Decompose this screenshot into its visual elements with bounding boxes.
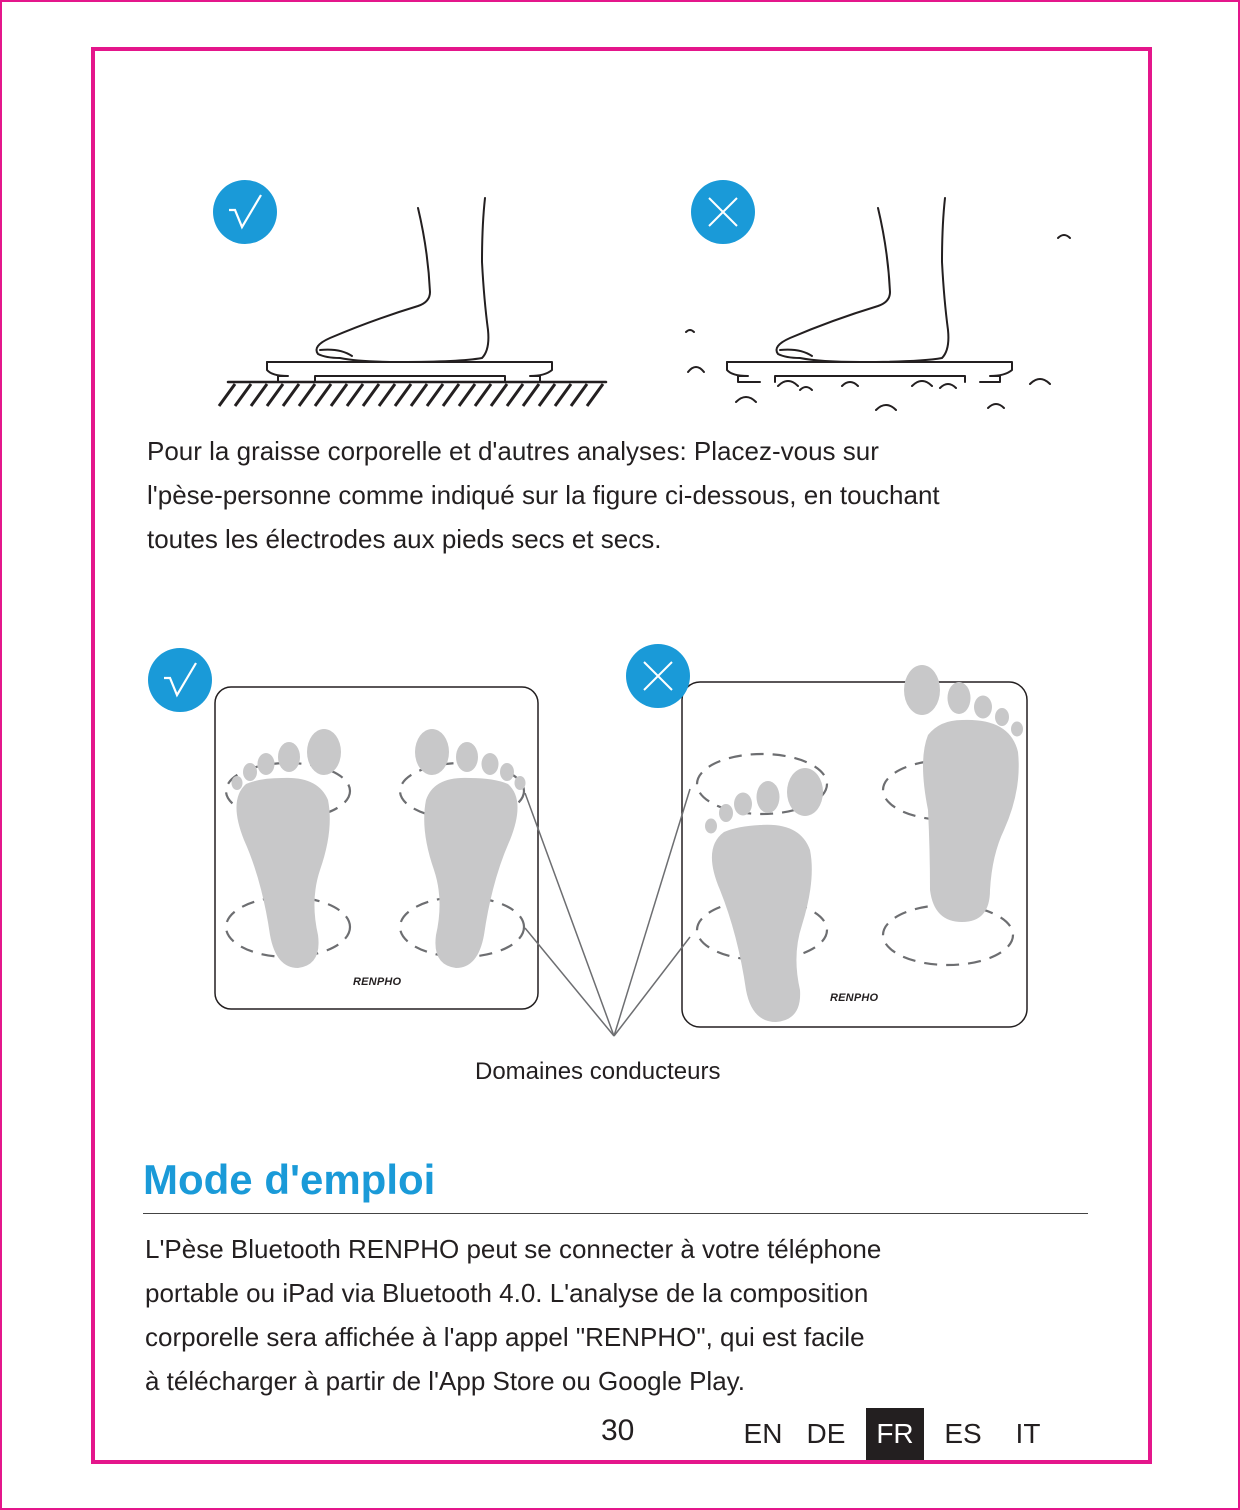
intro-line: l'pèse-personne comme indiqué sur la figure ci-dessous, en touchant (147, 480, 940, 510)
foot-on-hard-floor-illustration (228, 198, 606, 382)
language-tab-es[interactable]: ES (944, 1418, 982, 1449)
language-tab-en[interactable]: EN (743, 1418, 783, 1449)
scale-brand-label: RENPHO (830, 992, 879, 1004)
usage-line: à télécharger à partir de l'App Store ou Google Play. (145, 1366, 745, 1396)
usage-line: L'Pèse Bluetooth RENPHO peut se connecter à votre téléphone (145, 1234, 882, 1264)
callout-lines (525, 789, 690, 1036)
feet-right-scale (705, 665, 1023, 1022)
carpet-fibres (686, 235, 1070, 410)
section-title: Mode d'emploi (143, 1156, 436, 1203)
language-tab-fr[interactable]: FR (866, 1408, 924, 1460)
intro-line: toutes les électrodes aux pieds secs et secs. (147, 524, 662, 554)
scale-correct-placement (215, 687, 538, 1009)
usage-line: portable ou iPad via Bluetooth 4.0. L'analyse de la composition (145, 1278, 869, 1308)
language-tab-it[interactable]: IT (1015, 1418, 1041, 1449)
scale-brand-label: RENPHO (353, 976, 402, 988)
page-number: 30 (601, 1414, 635, 1447)
check-mark-icon (213, 180, 277, 244)
cross-mark-icon (626, 644, 690, 708)
usage-paragraph (145, 1234, 881, 1410)
cross-mark-icon (691, 180, 755, 244)
usage-line: corporelle sera affichée à l'app appel "RENPHO", qui est facile (145, 1322, 865, 1352)
feet-left-scale (232, 729, 526, 968)
section-divider (143, 1213, 1088, 1214)
language-tab-de[interactable]: DE (806, 1418, 846, 1449)
figure-caption: Domaines conducteurs (475, 1058, 721, 1085)
intro-paragraph (147, 436, 940, 568)
ground-hatching (219, 384, 603, 406)
intro-line: Pour la graisse corporelle et d'autres analyses: Placez-vous sur (147, 436, 879, 466)
check-mark-icon (148, 648, 212, 712)
scale-wrong-placement (682, 665, 1027, 1027)
foot-on-soft-floor-illustration (727, 198, 1012, 382)
